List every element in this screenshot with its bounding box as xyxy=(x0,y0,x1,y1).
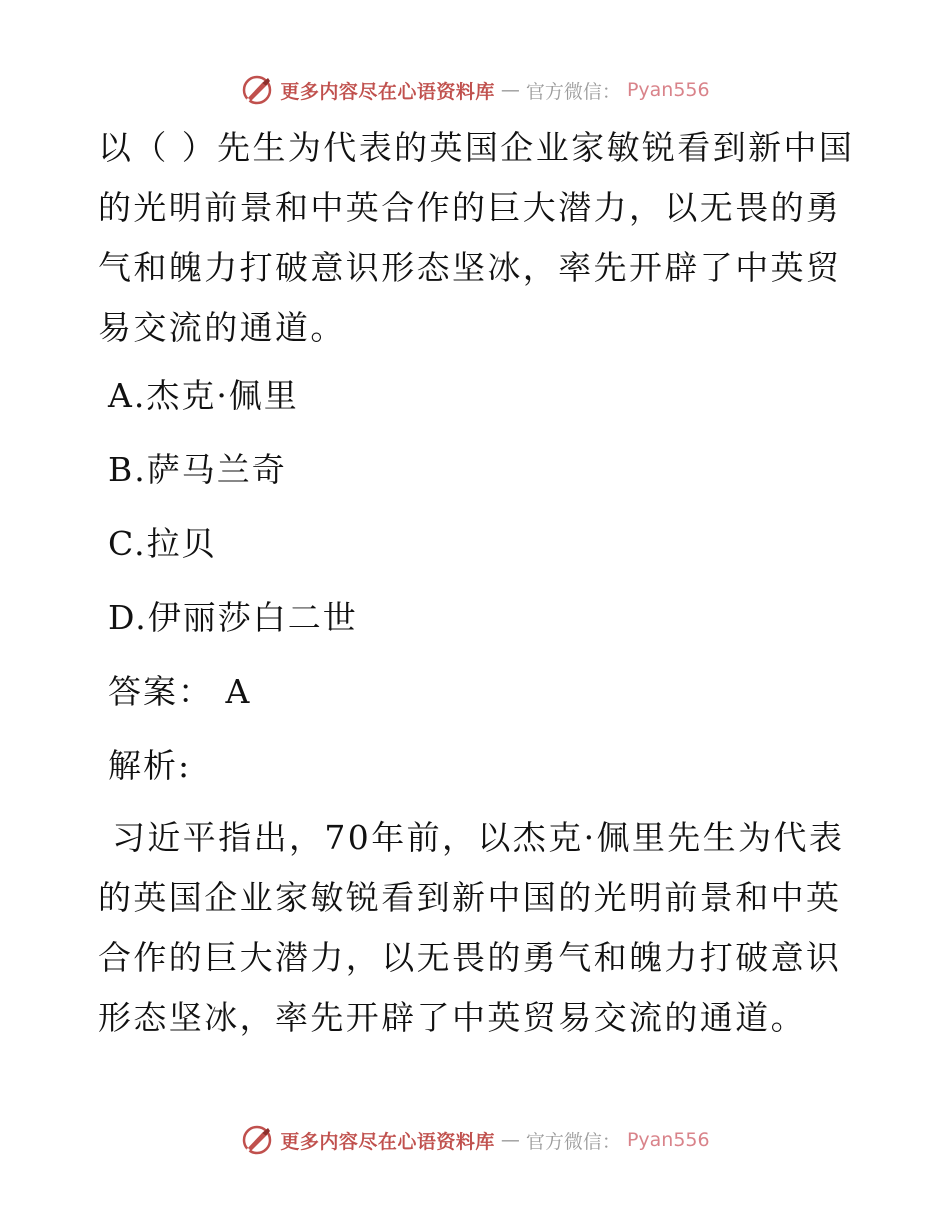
watermark-wechat-id: Pyan556 xyxy=(626,1129,710,1151)
watermark-wechat-label: 官方微信： xyxy=(525,1130,621,1153)
watermark-wechat-label: 官方微信： xyxy=(525,80,621,103)
pen-logo-icon xyxy=(240,73,274,107)
option-d: D.伊丽莎白二世 xyxy=(108,598,358,637)
option-b: B.萨马兰奇 xyxy=(108,450,287,489)
watermark-header xyxy=(0,70,950,110)
watermark-main-text: 更多内容尽在心语资料库 xyxy=(280,1130,495,1153)
pen-logo-icon xyxy=(240,1123,274,1157)
analysis-text: 习近平指出，70年前，以杰克·佩里先生为代表的英国企业家敏锐看到新中国的光明前景和中英合作的巨大潜力，以无畏的勇气和魄力打破意识形态坚冰，率先开辟了中英贸易交流的通道。 xyxy=(98,818,845,1037)
option-a: A.杰克·佩里 xyxy=(108,376,299,415)
watermark-footer xyxy=(0,1120,950,1160)
watermark-main-text: 更多内容尽在心语资料库 xyxy=(280,80,495,103)
analysis-label: 解析: xyxy=(108,746,192,785)
watermark-wechat-id: Pyan556 xyxy=(626,79,710,101)
question-stem: 以（ ）先生为代表的英国企业家敏锐看到新中国的光明前景和中英合作的巨大潜力，以无畏的勇气和魄力打破意识形态坚冰，率先开辟了中英贸易交流的通道。 xyxy=(98,128,855,347)
answer-line: 答案： A xyxy=(108,672,252,711)
watermark-separator: — xyxy=(500,1129,520,1151)
option-c: C.拉贝 xyxy=(108,524,217,563)
watermark-separator: — xyxy=(500,79,520,101)
